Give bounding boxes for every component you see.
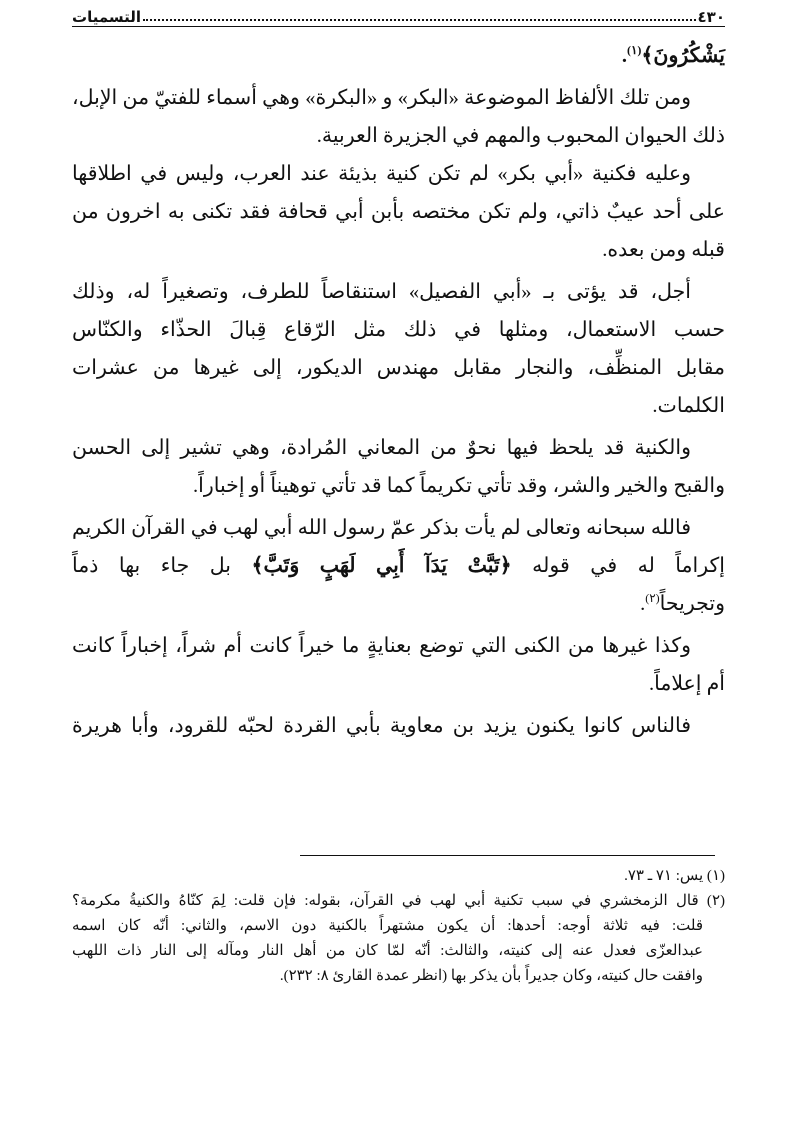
body-line: فالناس كانوا يكنون يزيد بن معاوية بأبي القردة لحبّه للقرود، وأبا هريرة [72, 715, 691, 737]
body-line: أم إعلاماً. [648, 673, 725, 695]
text: بل جاء بها ذماً [72, 555, 231, 577]
body-line: حسب الاستعمال، ومثلها في ذلك مثل الرّقاع قِبالَ الحذّاء والكنّاس [72, 319, 725, 341]
body-line: ومن تلك الألفاظ الموضوعة «البكر» و «البكرة» وهي أسماء للفتيّ من الإبل، [72, 87, 691, 109]
text: إكراماً له في قوله [532, 555, 725, 577]
page-column [72, 4, 725, 989]
body-line: والكنية قد يلحظ فيها نحوٌ من المعاني المُرادة، وهي تشير إلى الحسن [72, 437, 691, 459]
body-line [72, 585, 725, 623]
text: وتجريحاً [659, 593, 725, 615]
body-line: أجل، قد يؤتى بـ «أبي الفصيل» استنقاصاً للطرف، وتصغيراً له، وذلك [72, 281, 691, 303]
body-line: فالله سبحانه وتعالى لم يأت بذكر عمّ رسول الله أبي لهب في القرآن الكريم [72, 517, 691, 539]
body-line: قبله ومن بعده. [602, 239, 725, 261]
footnote: (١) يس: ٧١ ـ ٧٣. [624, 868, 725, 884]
footnote: (٢) قال الزمخشري في سبب تكنية أبي لهب في القرآن، بقوله: فإن قلت: لِمَ كنّاهُ والكنيةُ مكرمة؟ [72, 893, 725, 909]
footnote-ref: (٢) [645, 591, 660, 606]
footnote-divider [300, 855, 715, 856]
quran-fragment: يَشْكُرُونَ﴾ [641, 45, 725, 67]
footnote: قلت: فيه ثلاثة أوجه: أحدها: أن يكون مشتهراً بالكنية دون الاسم، والثاني: أنّه كان اسمه [72, 918, 703, 934]
chapter-title: التسميات [72, 8, 142, 26]
punctuation: . [640, 593, 646, 615]
quran-verse: ﴿تَبَّتْ يَدَآ أَبِي لَهَبٍ وَتَبَّ﴾ [251, 555, 512, 577]
body-line: على أحد عيبٌ ذاتي، ولم تكن مختصه بأبن أبي قحافة فقد تكنى به اخرون من [72, 201, 725, 223]
footnote: عبدالعزّى فعدل عنه إلى كنيته، والثالث: أنّه لمّا كان من أهل النار ومآله إلى النار ذات اللهب [72, 943, 703, 959]
running-header [72, 4, 725, 27]
body-line [72, 37, 725, 75]
body-line: والقبح والخير والشر، وقد تأتي تكريماً كما قد تأتي توهيناً أو إخباراً. [193, 475, 725, 497]
footnote-ref: (١) [626, 43, 642, 58]
footnote: وافقت حال كنيته، وكان جديراً بأن يذكر بها (انظر عمدة القارئ ٨: ٢٣٢). [279, 968, 703, 984]
body-line: وعليه فكنية «أبي بكر» لم تكن كنية بذيئة عند العرب، وليس في اطلاقها [72, 163, 691, 185]
body-line: ذلك الحيوان المحبوب والمهم في الجزيرة العربية. [316, 125, 725, 147]
body-line [72, 547, 725, 585]
punctuation: . [621, 45, 627, 67]
dotted-leader [143, 19, 695, 21]
page-number: ٤٣٠ [697, 8, 725, 26]
body-line: الكلمات. [652, 395, 725, 417]
body-line: مقابل المنظِّف، والنجار مقابل مهندس الديكور، إلى غيرها من عشرات [72, 357, 725, 379]
body-line: وكذا غيرها من الكنى التي توضع بعنايةٍ ما خيراً كانت أم شراً، إخباراً كانت [72, 635, 691, 657]
